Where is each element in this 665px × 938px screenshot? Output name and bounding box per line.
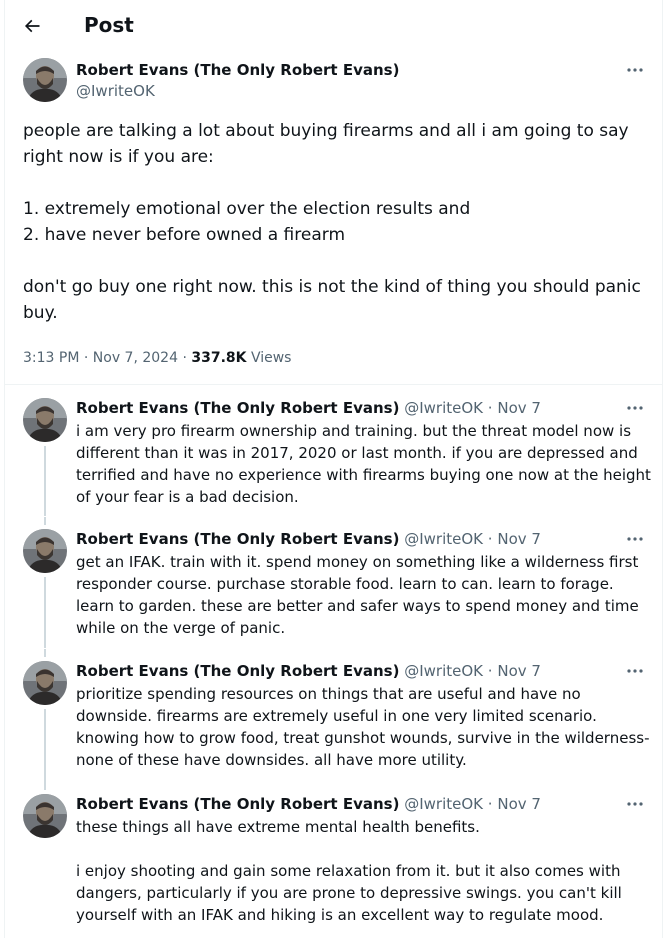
author-name[interactable]: Robert Evans (The Only Robert Evans)	[76, 399, 400, 417]
main-tweet	[5, 52, 662, 385]
right-border	[662, 0, 663, 938]
author-handle[interactable]: @IwriteOK	[404, 530, 483, 548]
page-title: Post	[84, 13, 134, 37]
reply-tweet[interactable]	[5, 386, 662, 516]
reply-text: these things all have extreme mental health benefits. i enjoy shooting and gain some relaxation from it. but it also comes with dangers, particularly if you are prone to depressive swings. you can't kill yourself with an IFAK and hiking is an excellent way to regulate mood.	[76, 818, 622, 924]
thread-line	[44, 782, 46, 790]
more-options-button[interactable]	[622, 398, 648, 418]
author-name[interactable]: Robert Evans (The Only Robert Evans)	[76, 530, 400, 548]
avatar[interactable]	[23, 794, 67, 838]
reply-date[interactable]: Nov 7	[497, 399, 541, 417]
more-options-button[interactable]	[622, 661, 648, 681]
meta-separator: ·	[83, 350, 93, 366]
thread-line	[44, 517, 46, 525]
reply-tweet[interactable]	[5, 782, 662, 938]
views-count: 337.8K	[191, 350, 247, 366]
user-avatar-icon	[23, 58, 67, 102]
avatar[interactable]	[23, 529, 67, 573]
author-handle[interactable]: @IwriteOK	[76, 82, 155, 100]
avatar[interactable]	[23, 398, 67, 442]
reply-text: get an IFAK. train with it. spend money on something like a wilderness first responder course. purchase storable food. learn to can. learn to forage. learn to garden. these are better and safer ways to spend money and time while on the verge of panic.	[76, 553, 644, 637]
arrow-left-icon	[22, 16, 42, 36]
meta-separator: ·	[182, 350, 192, 366]
user-avatar-icon	[23, 398, 67, 442]
author-handle[interactable]: @IwriteOK	[404, 399, 483, 417]
author-handle[interactable]: @IwriteOK	[404, 795, 483, 813]
reply-header	[76, 794, 541, 814]
more-horizontal-icon	[627, 669, 643, 673]
meta-separator: ·	[487, 662, 493, 680]
author-name[interactable]: Robert Evans (The Only Robert Evans)	[76, 795, 400, 813]
more-options-button[interactable]	[622, 529, 648, 549]
tweet-meta	[23, 348, 291, 368]
tweet-text: people are talking a lot about buying firearms and all i am going to say right now is if you are: 1. extremely emotional over the election results and 2. have never before owned a firearm don't go buy one right now. this is not the kind of thing you should panic buy.	[23, 121, 641, 323]
author-name[interactable]: Robert Evans (The Only Robert Evans)	[76, 662, 400, 680]
thread-line	[44, 446, 46, 516]
reply-date[interactable]: Nov 7	[497, 795, 541, 813]
views-label: Views	[250, 350, 292, 366]
reply-text: prioritize spending resources on things that are useful and have no downside. firearms are extremely useful in one very limited scenario. knowing how to grow food, treat gunshot wounds, survive in the wilderness- none of these have downsides. all have more utility.	[76, 685, 655, 769]
user-avatar-icon	[23, 794, 67, 838]
author-name[interactable]: Robert Evans (The Only Robert Evans)	[76, 61, 400, 79]
reply-header	[76, 661, 541, 681]
more-horizontal-icon	[627, 802, 643, 806]
reply-header	[76, 529, 541, 549]
meta-separator: ·	[487, 795, 493, 813]
more-horizontal-icon	[627, 68, 643, 72]
thread-line	[44, 709, 46, 782]
more-options-button[interactable]	[622, 60, 648, 80]
meta-separator: ·	[487, 399, 493, 417]
thread-line	[44, 649, 46, 657]
more-horizontal-icon	[627, 406, 643, 410]
thread-line	[44, 577, 46, 648]
tweet-date[interactable]: Nov 7, 2024	[92, 350, 178, 366]
more-horizontal-icon	[627, 537, 643, 541]
more-options-button[interactable]	[622, 794, 648, 814]
user-avatar-icon	[23, 661, 67, 705]
reply-date[interactable]: Nov 7	[497, 530, 541, 548]
avatar[interactable]	[23, 661, 67, 705]
post-header	[0, 0, 665, 52]
reply-tweet[interactable]	[5, 517, 662, 648]
reply-date[interactable]: Nov 7	[497, 662, 541, 680]
reply-tweet[interactable]	[5, 649, 662, 782]
reply-text: i am very pro firearm ownership and training. but the threat model now is different than it was in 2017, 2020 or last month. if you are depressed and terrified and have no experience with firearms buying one now at the height of your fear is a bad decision.	[76, 422, 656, 506]
author-handle[interactable]: @IwriteOK	[404, 662, 483, 680]
meta-separator: ·	[487, 530, 493, 548]
user-avatar-icon	[23, 529, 67, 573]
avatar[interactable]	[23, 58, 67, 102]
reply-header	[76, 398, 541, 418]
tweet-time[interactable]: 3:13 PM	[23, 350, 80, 366]
back-button[interactable]	[14, 8, 50, 44]
